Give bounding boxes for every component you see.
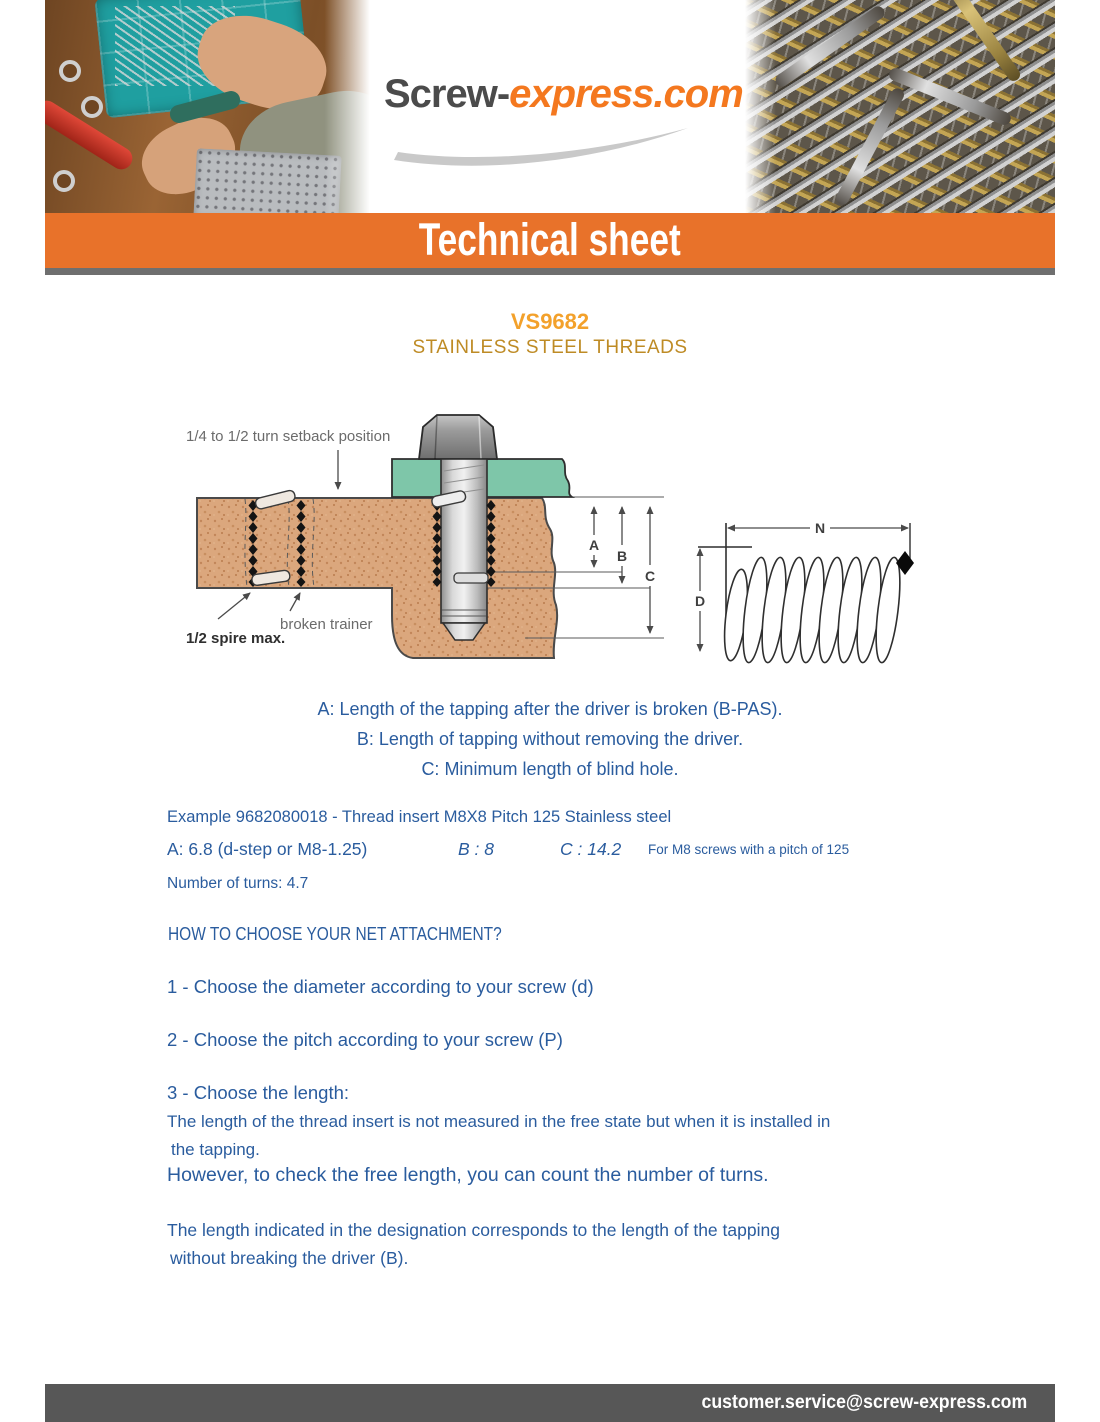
free-length-note: However, to check the free length, you can count the number of turns. <box>167 1164 769 1186</box>
sleeve <box>231 81 370 213</box>
product-subtitle: STAINLESS STEEL THREADS <box>412 337 688 358</box>
example-values-row <box>167 839 927 869</box>
designation-note-line1: The length indicated in the designation corresponds to the length of the tapping <box>167 1220 780 1240</box>
example-block <box>167 808 927 893</box>
hand <box>131 105 246 207</box>
dimension-legend <box>0 694 1100 784</box>
banner-title: Technical sheet <box>419 214 681 266</box>
dim-d-label: D <box>694 593 706 609</box>
dim-c-label: C <box>644 568 656 584</box>
example-c-value: C : 14.2 <box>560 839 622 859</box>
example-b-value: B : 8 <box>458 839 494 859</box>
product-code: VS9682 <box>510 309 590 334</box>
logo-text-prefix: Screw- <box>384 72 510 116</box>
dim-n-label: N <box>814 520 826 536</box>
header-photo-workbench <box>45 0 370 213</box>
step-1: 1 - Choose the diameter according to your screw (d) <box>167 976 594 997</box>
legend-line-b: B: Length of tapping without removing the driver. <box>356 729 744 749</box>
length-explanation-line2: the tapping. <box>171 1140 260 1159</box>
spire-max-label: 1/2 spire max. <box>186 630 286 647</box>
broken-trainer-label: broken trainer <box>280 616 373 633</box>
length-explanation-line1: The length of the thread insert is not measured in the free state but when it is installed in <box>167 1112 831 1131</box>
designation-note-line2: without breaking the driver (B). <box>170 1248 409 1268</box>
break-notch <box>454 573 488 583</box>
example-note: For M8 screws with a pitch of 125 <box>648 842 850 857</box>
customer-service-email: customer.service@screw-express.com <box>701 1392 1027 1413</box>
washer <box>81 96 103 118</box>
screw <box>937 0 1022 83</box>
howto-heading: HOW TO CHOOSE YOUR NET ATTACHMENT? <box>168 924 502 944</box>
dimension-arrows <box>589 507 655 633</box>
screw <box>834 86 907 207</box>
installation-diagram <box>170 405 930 685</box>
brand-logo <box>384 72 744 117</box>
screw-organizer-box <box>94 0 310 118</box>
coil-insert-drawing <box>695 520 914 664</box>
hand <box>187 2 337 123</box>
banner-technical-sheet <box>45 213 1055 268</box>
dim-b-label: B <box>616 548 628 564</box>
dim-a-label: A <box>588 537 600 553</box>
step-3: 3 - Choose the length: <box>167 1082 350 1103</box>
screwdriver <box>45 97 136 174</box>
screw <box>887 66 1012 127</box>
example-title: Example 9682080018 - Thread insert M8X8 Pitch 125 Stainless steel <box>167 808 672 826</box>
step-2: 2 - Choose the pitch according to your screw (P) <box>167 1029 563 1050</box>
banner-divider <box>45 268 1055 275</box>
screw <box>773 4 887 89</box>
legend-line-c: C: Minimum length of blind hole. <box>421 759 679 779</box>
header-photo-screws-pile <box>745 0 1055 213</box>
legend-line-a: A: Length of the tapping after the driver is broken (B-PAS). <box>317 699 783 719</box>
setback-label: 1/4 to 1/2 turn setback position <box>186 428 391 445</box>
screws-in-tray <box>115 6 235 86</box>
tool-handle <box>168 89 242 125</box>
logo-area <box>370 0 745 213</box>
example-a-value: A: 6.8 (d-step or M8-1.25) <box>167 839 368 859</box>
logo-swoosh <box>388 122 708 174</box>
washer <box>59 60 81 82</box>
footer-bar <box>45 1384 1055 1422</box>
logo-text-suffix: express.com <box>509 72 743 116</box>
number-of-turns: Number of turns: 4.7 <box>167 875 309 892</box>
washer <box>53 170 75 192</box>
metal-parts-box <box>193 148 341 213</box>
